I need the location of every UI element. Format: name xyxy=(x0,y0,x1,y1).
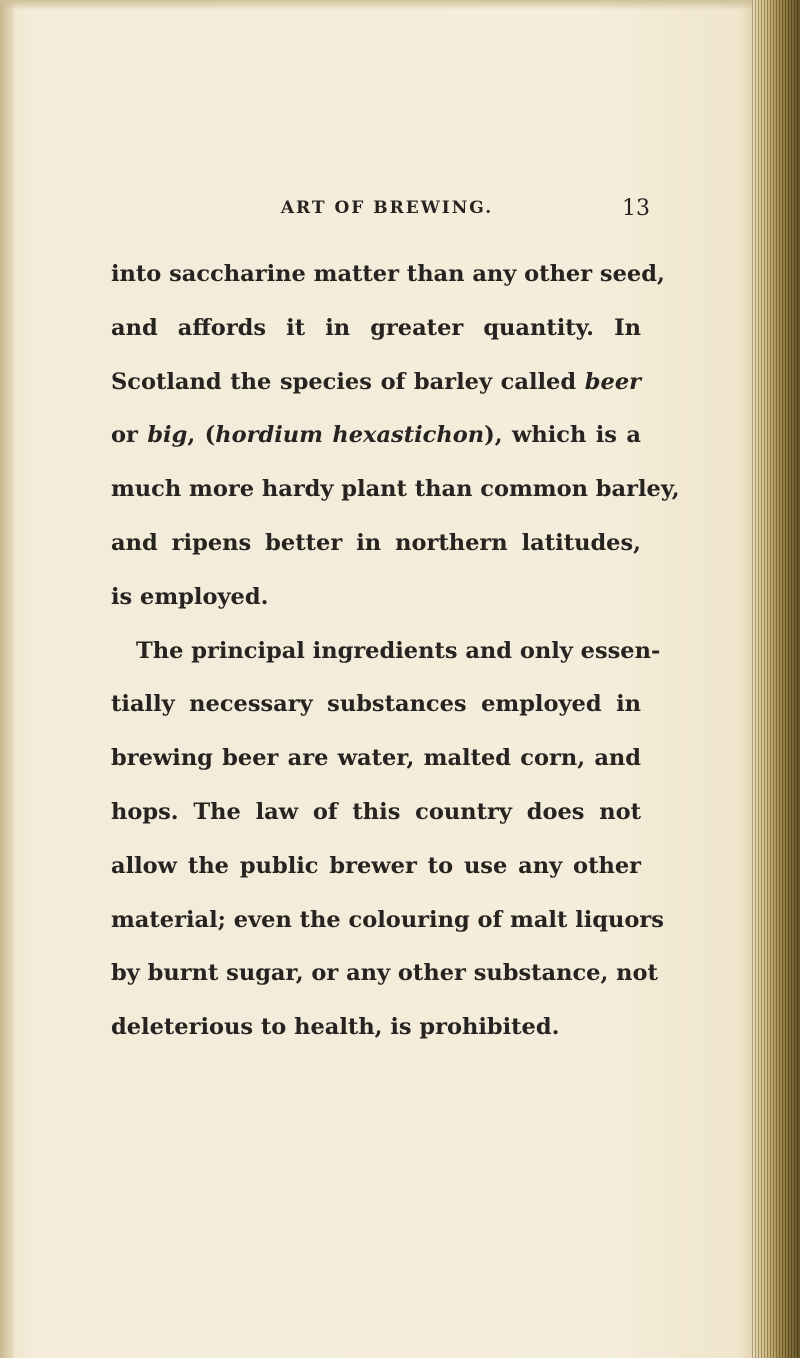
text-line: and affords it in greater quantity. In xyxy=(111,314,641,341)
text-line xyxy=(111,356,641,410)
top-edge-shadow xyxy=(0,0,800,10)
text-line: by burnt sugar, or any other substance, not xyxy=(111,960,658,987)
text-line xyxy=(111,409,641,463)
italic-latin-name: hordium hexastichon xyxy=(215,422,485,449)
text-line: allow the public brewer to use any other xyxy=(111,852,641,879)
text-span: Scotland the species of barley called xyxy=(111,368,585,395)
text-line: The principal ingredients and only essen- xyxy=(136,637,661,664)
text-span: , ( xyxy=(187,422,216,449)
text-line: much more hardy plant than common barley, xyxy=(111,476,680,503)
text-line: is employed. xyxy=(111,583,269,610)
page-header xyxy=(112,198,650,230)
text-line: hops. The law of this country does not xyxy=(111,798,641,825)
italic-term-beer: beer xyxy=(584,368,641,395)
gutter-shadow xyxy=(0,0,14,1358)
text-span: ), which is a xyxy=(484,422,641,449)
text-span: or xyxy=(111,422,148,449)
text-line: tially necessary substances employed in xyxy=(111,691,641,718)
page-fore-edge xyxy=(752,0,800,1358)
running-head: ART OF BREWING. xyxy=(280,198,494,218)
text-line: into saccharine matter than any other seed, xyxy=(111,261,665,287)
body-text xyxy=(111,248,680,1055)
italic-term-big: big xyxy=(147,422,188,449)
text-line: brewing beer are water, malted corn, and xyxy=(111,745,641,772)
text-line: deleterious to health, is prohibited. xyxy=(111,1014,560,1041)
text-line: and ripens better in northern latitudes, xyxy=(111,529,641,556)
page-number: 13 xyxy=(622,196,650,221)
text-line: material; even the colouring of malt liquors xyxy=(111,906,664,933)
